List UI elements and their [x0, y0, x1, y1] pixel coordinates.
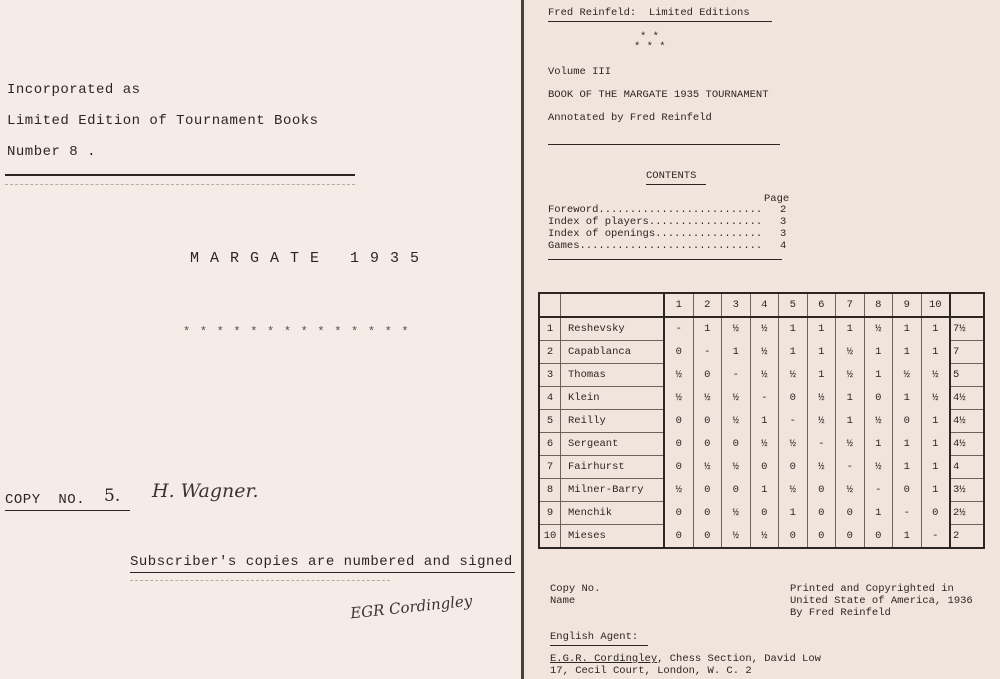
column-header: 8 — [864, 293, 893, 317]
number-line: Number 8 . — [7, 144, 97, 160]
annotator-line: Annotated by Fred Reinfeld — [548, 112, 712, 124]
left-top-rule — [5, 174, 355, 176]
contents-heading-underline — [646, 184, 706, 185]
player-rank: 3 — [539, 364, 561, 387]
printed-line-2: United State of America, 1936 — [790, 595, 973, 607]
contents-entry-openings: Index of openings................. — [548, 228, 763, 240]
score-cell: ½ — [893, 364, 922, 387]
score-cell: 0 — [779, 525, 808, 549]
score-cell: 1 — [893, 317, 922, 341]
printed-line-3: By Fred Reinfeld — [790, 607, 891, 619]
crosstable-header-row — [539, 293, 984, 317]
contents-page-players: 3 — [780, 216, 787, 228]
table-row — [539, 317, 984, 341]
score-cell: ½ — [836, 341, 865, 364]
player-total: 4½ — [950, 410, 984, 433]
score-cell: 1 — [779, 502, 808, 525]
score-cell: 1 — [750, 410, 779, 433]
header-blank-name — [561, 293, 665, 317]
column-header: 3 — [722, 293, 751, 317]
player-name: Milner-Barry — [561, 479, 665, 502]
table-row — [539, 502, 984, 525]
column-header: 4 — [750, 293, 779, 317]
score-cell: 0 — [693, 410, 722, 433]
score-cell: ½ — [750, 364, 779, 387]
score-cell: - — [750, 387, 779, 410]
player-name: Fairhurst — [561, 456, 665, 479]
table-row — [539, 364, 984, 387]
score-cell: 0 — [836, 502, 865, 525]
score-cell: 1 — [921, 317, 950, 341]
score-cell: 1 — [722, 341, 751, 364]
score-cell: 0 — [893, 410, 922, 433]
score-cell: 0 — [693, 502, 722, 525]
score-cell: 1 — [836, 410, 865, 433]
score-cell: 1 — [836, 387, 865, 410]
score-cell: ½ — [836, 479, 865, 502]
score-cell: ½ — [864, 317, 893, 341]
crosstable — [538, 292, 985, 549]
score-cell: ½ — [836, 364, 865, 387]
score-cell: 1 — [864, 364, 893, 387]
ornament-top: * * — [640, 31, 659, 43]
score-cell: ½ — [779, 364, 808, 387]
score-cell: 0 — [664, 433, 693, 456]
score-cell: 1 — [893, 456, 922, 479]
player-rank: 6 — [539, 433, 561, 456]
contents-page-foreword: 2 — [780, 204, 787, 216]
score-cell: ½ — [722, 410, 751, 433]
score-cell: ½ — [750, 317, 779, 341]
score-cell: ½ — [664, 387, 693, 410]
player-total: 2½ — [950, 502, 984, 525]
player-rank: 4 — [539, 387, 561, 410]
score-cell: 1 — [779, 317, 808, 341]
player-rank: 9 — [539, 502, 561, 525]
score-cell: 0 — [664, 410, 693, 433]
player-name: Reilly — [561, 410, 665, 433]
copy-underline — [5, 510, 130, 511]
score-cell: 0 — [807, 525, 836, 549]
volume-label: Volume III — [548, 66, 612, 78]
table-row — [539, 479, 984, 502]
score-cell: 0 — [664, 456, 693, 479]
player-total: 4½ — [950, 387, 984, 410]
score-cell: 0 — [921, 502, 950, 525]
score-cell: 1 — [921, 341, 950, 364]
score-cell: 1 — [693, 317, 722, 341]
score-cell: - — [664, 317, 693, 341]
contents-entry-games: Games............................. — [548, 240, 763, 252]
series-header-underline — [548, 21, 772, 22]
left-top-dashed-rule — [5, 184, 355, 185]
copy-signature: H. Wagner. — [152, 480, 259, 502]
column-header: 2 — [693, 293, 722, 317]
score-cell: ½ — [779, 433, 808, 456]
score-cell: ½ — [779, 479, 808, 502]
score-cell: 1 — [921, 479, 950, 502]
agent-name: E.G.R. Cordingley — [550, 653, 658, 665]
score-cell: 1 — [836, 317, 865, 341]
score-cell: 0 — [750, 502, 779, 525]
score-cell: 0 — [864, 525, 893, 549]
score-cell: ½ — [807, 387, 836, 410]
score-cell: 0 — [722, 479, 751, 502]
score-cell: ½ — [722, 317, 751, 341]
score-cell: ½ — [807, 410, 836, 433]
score-cell: 1 — [893, 525, 922, 549]
incorporated-line: Incorporated as — [7, 82, 141, 98]
series-header: Fred Reinfeld: Limited Editions — [548, 7, 750, 19]
score-cell: 1 — [864, 502, 893, 525]
score-cell: 0 — [664, 341, 693, 364]
score-cell: - — [864, 479, 893, 502]
table-row — [539, 433, 984, 456]
player-total: 7 — [950, 341, 984, 364]
score-cell: ½ — [750, 525, 779, 549]
agent-address: 17, Cecil Court, London, W. C. 2 — [550, 665, 752, 677]
column-header: 9 — [893, 293, 922, 317]
contents-page-openings: 3 — [780, 228, 787, 240]
player-total: 3½ — [950, 479, 984, 502]
player-total: 5 — [950, 364, 984, 387]
score-cell: 1 — [864, 433, 893, 456]
title-block-rule — [548, 144, 780, 145]
player-rank: 1 — [539, 317, 561, 341]
score-cell: ½ — [836, 433, 865, 456]
score-cell: ½ — [864, 456, 893, 479]
score-cell: ½ — [750, 341, 779, 364]
ornament-bottom: * * * — [634, 41, 666, 53]
agent-line — [550, 653, 821, 665]
score-cell: ½ — [664, 479, 693, 502]
player-name: Mieses — [561, 525, 665, 549]
score-cell: 0 — [750, 456, 779, 479]
score-cell: - — [807, 433, 836, 456]
score-cell: 1 — [921, 410, 950, 433]
player-name: Thomas — [561, 364, 665, 387]
score-cell: ½ — [722, 387, 751, 410]
subscriber-dashed-rule — [130, 580, 390, 581]
player-total: 7½ — [950, 317, 984, 341]
score-cell: 1 — [807, 341, 836, 364]
header-blank-total — [950, 293, 984, 317]
score-cell: ½ — [921, 387, 950, 410]
score-cell: 1 — [807, 317, 836, 341]
player-total: 4½ — [950, 433, 984, 456]
copy-number: 5. — [104, 486, 121, 506]
star-ornament: * * * * * * * * * * * * * * — [183, 325, 410, 339]
subscriber-note: Subscriber's copies are numbered and signed — [130, 554, 513, 570]
score-cell: 0 — [693, 433, 722, 456]
score-cell: 0 — [807, 479, 836, 502]
player-rank: 10 — [539, 525, 561, 549]
score-cell: ½ — [693, 456, 722, 479]
score-cell: - — [893, 502, 922, 525]
score-cell: 1 — [864, 341, 893, 364]
player-name: Reshevsky — [561, 317, 665, 341]
score-cell: ½ — [664, 364, 693, 387]
subscriber-underline — [130, 572, 515, 573]
score-cell: 1 — [750, 479, 779, 502]
score-cell: 0 — [664, 525, 693, 549]
score-cell: 0 — [664, 502, 693, 525]
score-cell: ½ — [921, 364, 950, 387]
score-cell: 1 — [921, 456, 950, 479]
contents-entry-players: Index of players.................. — [548, 216, 763, 228]
score-cell: 0 — [893, 479, 922, 502]
player-total: 2 — [950, 525, 984, 549]
player-rank: 7 — [539, 456, 561, 479]
score-cell: 0 — [807, 502, 836, 525]
score-cell: ½ — [864, 410, 893, 433]
table-row — [539, 525, 984, 549]
column-header: 6 — [807, 293, 836, 317]
score-cell: ½ — [807, 456, 836, 479]
score-cell: - — [693, 341, 722, 364]
player-rank: 8 — [539, 479, 561, 502]
edition-line: Limited Edition of Tournament Books — [7, 113, 319, 129]
cordingley-signature: EGR Cordingley — [349, 591, 474, 623]
agent-heading-underline — [550, 645, 648, 646]
score-cell: 1 — [807, 364, 836, 387]
column-header: 5 — [779, 293, 808, 317]
score-cell: 1 — [893, 341, 922, 364]
score-cell: 1 — [779, 341, 808, 364]
score-cell: ½ — [722, 502, 751, 525]
header-blank-rank — [539, 293, 561, 317]
player-name: Capablanca — [561, 341, 665, 364]
page-column-heading: Page — [764, 193, 790, 205]
column-header: 10 — [921, 293, 950, 317]
printed-line-1: Printed and Copyrighted in — [790, 583, 954, 595]
book-title: BOOK OF THE MARGATE 1935 TOURNAMENT — [548, 89, 769, 101]
score-cell: 0 — [722, 433, 751, 456]
score-cell: 1 — [893, 387, 922, 410]
score-cell: 0 — [693, 364, 722, 387]
player-name: Klein — [561, 387, 665, 410]
column-header: 1 — [664, 293, 693, 317]
table-row — [539, 387, 984, 410]
score-cell: ½ — [693, 387, 722, 410]
score-cell: - — [779, 410, 808, 433]
score-cell: 0 — [864, 387, 893, 410]
player-name: Sergeant — [561, 433, 665, 456]
score-cell: 1 — [921, 433, 950, 456]
contents-rule — [548, 259, 782, 260]
score-cell: ½ — [750, 433, 779, 456]
score-cell: 0 — [779, 456, 808, 479]
score-cell: 0 — [836, 525, 865, 549]
contents-entry-foreword: Foreword.......................... — [548, 204, 763, 216]
score-cell: ½ — [722, 525, 751, 549]
player-total: 4 — [950, 456, 984, 479]
agent-affiliation: , Chess Section, David Low — [657, 653, 821, 665]
name-label: Name — [550, 595, 576, 607]
contents-heading: CONTENTS — [646, 170, 697, 182]
agent-heading: English Agent: — [550, 631, 639, 643]
score-cell: 0 — [693, 525, 722, 549]
score-cell: - — [722, 364, 751, 387]
score-cell: 1 — [893, 433, 922, 456]
column-header: 7 — [836, 293, 865, 317]
table-row — [539, 410, 984, 433]
copy-no-label: Copy No. — [550, 583, 601, 595]
table-row — [539, 341, 984, 364]
table-row — [539, 456, 984, 479]
copy-label: COPY NO. — [5, 492, 86, 508]
score-cell: 0 — [693, 479, 722, 502]
score-cell: ½ — [722, 456, 751, 479]
book-title-margate: M A R G A T E 1 9 3 5 — [190, 250, 421, 267]
score-cell: 0 — [779, 387, 808, 410]
player-rank: 2 — [539, 341, 561, 364]
contents-page-games: 4 — [780, 240, 787, 252]
score-cell: - — [921, 525, 950, 549]
player-name: Menchik — [561, 502, 665, 525]
player-rank: 5 — [539, 410, 561, 433]
score-cell: - — [836, 456, 865, 479]
